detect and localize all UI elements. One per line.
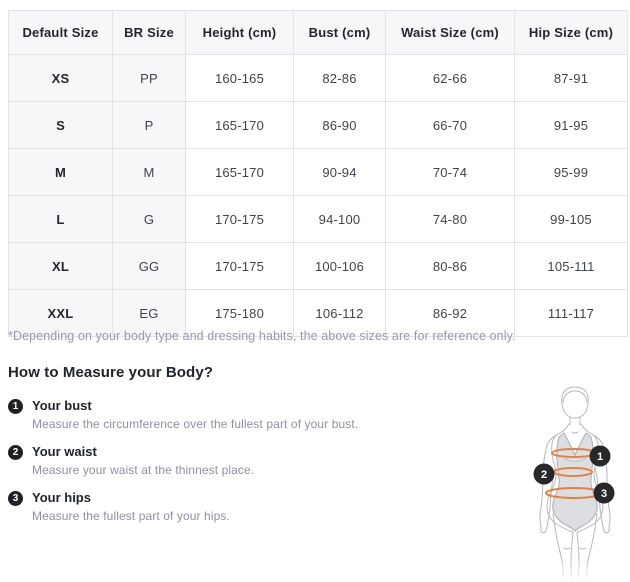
cell-hip: 95-99 bbox=[515, 149, 628, 196]
cell-default-size: S bbox=[9, 102, 113, 149]
cell-br-size: EG bbox=[113, 290, 186, 337]
cell-bust: 106-112 bbox=[294, 290, 386, 337]
column-header-waist: Waist Size (cm) bbox=[386, 11, 515, 55]
cell-hip: 99-105 bbox=[515, 196, 628, 243]
cell-height: 165-170 bbox=[186, 149, 294, 196]
measure-step-bust bbox=[8, 398, 508, 431]
measure-guide-section bbox=[8, 364, 508, 536]
cell-bust: 82-86 bbox=[294, 55, 386, 102]
column-header-hip: Hip Size (cm) bbox=[515, 11, 628, 55]
cell-waist: 66-70 bbox=[386, 102, 515, 149]
body-figure-illustration bbox=[520, 382, 630, 582]
cell-br-size: G bbox=[113, 196, 186, 243]
cell-hip: 111-117 bbox=[515, 290, 628, 337]
cell-hip: 91-95 bbox=[515, 102, 628, 149]
figure-marker-3-number: 3 bbox=[600, 488, 608, 500]
table-row-xl bbox=[9, 243, 628, 290]
table-row-xs bbox=[9, 55, 628, 102]
cell-default-size: XS bbox=[9, 55, 113, 102]
cell-default-size: XL bbox=[9, 243, 113, 290]
cell-default-size: L bbox=[9, 196, 113, 243]
step-description: Measure the fullest part of your hips. bbox=[32, 509, 230, 523]
cell-br-size: GG bbox=[113, 243, 186, 290]
cell-waist: 86-92 bbox=[386, 290, 515, 337]
step-description: Measure your waist at the thinnest place. bbox=[32, 463, 255, 477]
cell-waist: 62-66 bbox=[386, 55, 515, 102]
cell-default-size: M bbox=[9, 149, 113, 196]
size-disclaimer: *Depending on your body type and dressing habits, the above sizes are for reference only. bbox=[8, 329, 516, 343]
cell-br-size: PP bbox=[113, 55, 186, 102]
step-label: Your waist bbox=[32, 444, 97, 459]
step-label: Your hips bbox=[32, 490, 91, 505]
cell-height: 160-165 bbox=[186, 55, 294, 102]
step-number-badge: 3 bbox=[8, 491, 23, 506]
cell-br-size: M bbox=[113, 149, 186, 196]
cell-hip: 105-111 bbox=[515, 243, 628, 290]
measure-step-waist bbox=[8, 444, 508, 477]
column-header-bust: Bust (cm) bbox=[294, 11, 386, 55]
table-row-s bbox=[9, 102, 628, 149]
column-header-default-size: Default Size bbox=[9, 11, 113, 55]
figure-head bbox=[562, 387, 588, 418]
cell-bust: 94-100 bbox=[294, 196, 386, 243]
cell-bust: 100-106 bbox=[294, 243, 386, 290]
cell-height: 170-175 bbox=[186, 243, 294, 290]
table-row-l bbox=[9, 196, 628, 243]
table-row-m bbox=[9, 149, 628, 196]
cell-bust: 86-90 bbox=[294, 102, 386, 149]
cell-height: 175-180 bbox=[186, 290, 294, 337]
cell-default-size: XXL bbox=[9, 290, 113, 337]
cell-waist: 80-86 bbox=[386, 243, 515, 290]
cell-height: 170-175 bbox=[186, 196, 294, 243]
cell-waist: 70-74 bbox=[386, 149, 515, 196]
column-header-br-size: BR Size bbox=[113, 11, 186, 55]
cell-bust: 90-94 bbox=[294, 149, 386, 196]
size-chart-header-row bbox=[9, 11, 628, 55]
step-number-badge: 2 bbox=[8, 445, 23, 460]
step-description: Measure the circumference over the fullest part of your bust. bbox=[32, 417, 359, 431]
cell-hip: 87-91 bbox=[515, 55, 628, 102]
figure-marker-1-number: 1 bbox=[596, 451, 604, 463]
figure-swimsuit bbox=[553, 433, 597, 531]
body-measurement-figure bbox=[520, 382, 630, 582]
measure-guide-title: How to Measure your Body? bbox=[8, 364, 214, 381]
size-chart-table bbox=[8, 10, 628, 337]
figure-marker-2-number: 2 bbox=[540, 469, 548, 481]
step-label: Your bust bbox=[32, 398, 92, 413]
cell-height: 165-170 bbox=[186, 102, 294, 149]
cell-waist: 74-80 bbox=[386, 196, 515, 243]
measure-step-hips bbox=[8, 490, 508, 523]
column-header-height: Height (cm) bbox=[186, 11, 294, 55]
cell-br-size: P bbox=[113, 102, 186, 149]
step-number-badge: 1 bbox=[8, 399, 23, 414]
